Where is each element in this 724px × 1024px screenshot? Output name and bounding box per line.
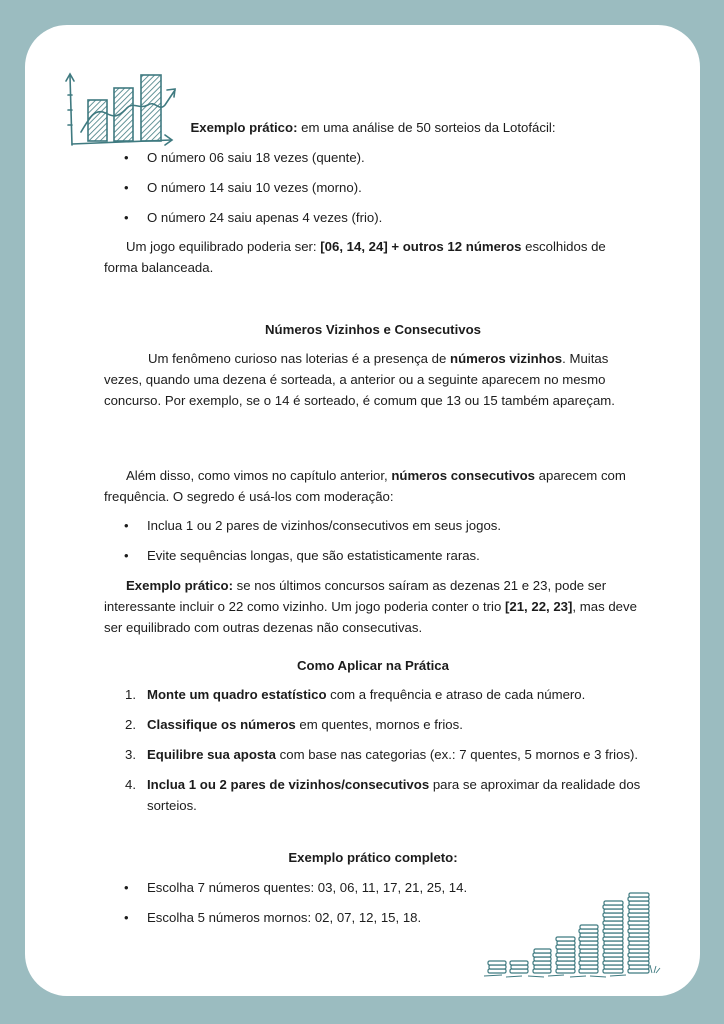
page-card (25, 25, 700, 996)
step-item: 2. Classifique os números em quentes, mornos e frios. (125, 717, 463, 732)
vizinhos-bullet-list (104, 515, 642, 566)
list-item: • Evite sequências longas, que são estatisticamente raras. (104, 545, 642, 566)
list-item: • Escolha 7 números quentes: 03, 06, 11, 17, 21, 25, 14. (104, 877, 642, 898)
balanced-game-paragraph: Um jogo equilibrado poderia ser: [06, 14, 24] + outros 12 números escolhidos de forma balanceada. (104, 239, 606, 275)
bar-chart-sketch-icon (63, 70, 183, 150)
section-heading-vizinhos: Números Vizinhos e Consecutivos (265, 322, 481, 337)
vizinhos-paragraph-2: Além disso, como vimos no capítulo anterior, números consecutivos aparecem com frequência. O segredo é usá-los com moderação: (104, 468, 626, 504)
complete-example-heading: Exemplo prático completo: (288, 850, 458, 865)
list-item: • O número 14 saiu 10 vezes (morno). (104, 177, 642, 198)
step-item: 4. Inclua 1 ou 2 pares de vizinhos/consecutivos para se aproximar da realidade dos sorteios. (125, 777, 641, 813)
list-item: • Escolha 5 números mornos: 02, 07, 12, 15, 18. (104, 907, 642, 928)
steps-list (104, 684, 642, 816)
vizinhos-paragraph-1: Um fenômeno curioso nas loterias é a presença de números vizinhos. Muitas vezes, quando uma dezena é sorteada, a anterior ou a seguinte aparecem no mesmo concurso. Por exemplo, se o 14 é sorteado, é comum que 13 ou 15 também apareçam. (104, 351, 615, 408)
list-item: • O número 24 saiu apenas 4 vezes (frio). (104, 207, 642, 228)
step-item: 3. Equilibre sua aposta com base nas categorias (ex.: 7 quentes, 5 mornos e 3 frios). (125, 747, 639, 762)
intro-bullet-list (104, 147, 642, 228)
step-item: 1. Monte um quadro estatístico com a frequência e atraso de cada número. (125, 687, 586, 702)
section-heading-aplicar: Como Aplicar na Prática (297, 658, 449, 673)
example-text: em uma análise de 50 sorteios da Lotofácil: (297, 120, 556, 135)
list-item: • Inclua 1 ou 2 pares de vizinhos/consecutivos em seus jogos. (104, 515, 642, 536)
list-item: • O número 06 saiu 18 vezes (quente). (104, 147, 642, 168)
coin-stacks-sketch-icon (482, 890, 662, 980)
vizinhos-example-paragraph: Exemplo prático: se nos últimos concursos saíram as dezenas 21 e 23, pode ser interessante incluir o 22 como vizinho. Um jogo poderia conter o trio [21, 22, 23], mas deve ser equilibrado com outras dezenas não consecutivas. (104, 578, 637, 635)
intro-example (104, 117, 642, 138)
example-label: Exemplo prático: (190, 120, 298, 135)
